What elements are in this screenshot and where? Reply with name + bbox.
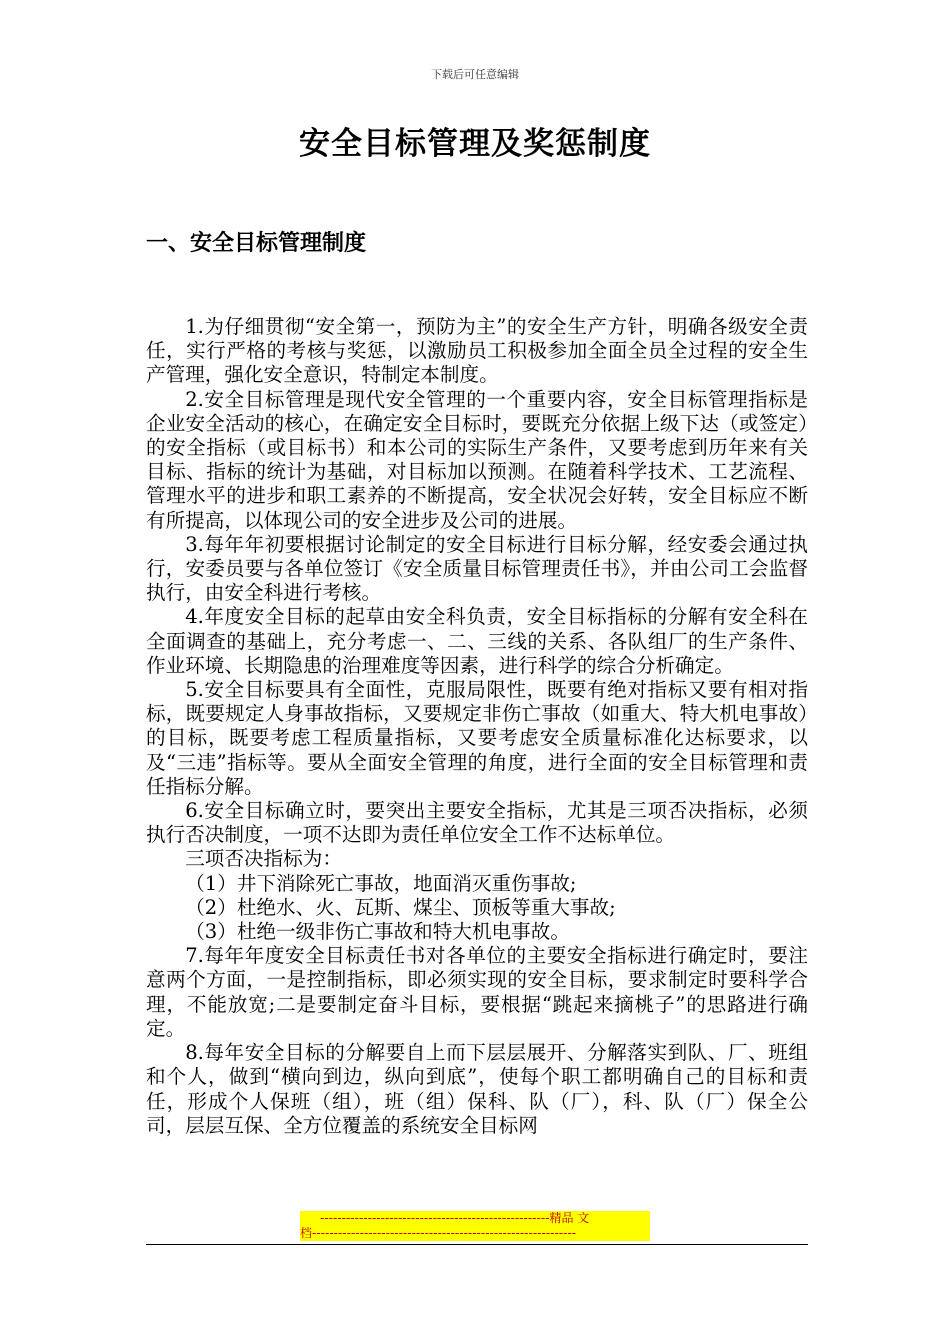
paragraph-2: 2.安全目标管理是现代安全管理的一个重要内容，安全目标管理指标是企业安全活动的核心，在确定安全目标时，要既充分依据上级下达（或签定）的安全指标（或目标书）和本公司的实际生产条件，又要考虑到历年来有关目标、指标的统计为基础，对目标加以预测。在随着科学技术、工艺流程、管理水平的进步和职工素养的不断提高，安全状况会好转，安全目标应不断有所提高，以体现公司的安全进步及公司的进展。 <box>146 387 808 532</box>
page-title: 安全目标管理及奖惩制度 <box>299 126 651 162</box>
veto-indicators-intro: 三项否决指标为： <box>185 847 342 871</box>
paragraph-8: 8.每年安全目标的分解要自上而下层层展开、分解落实到队、厂、班组和个人，做到“横向到边，纵向到底”，使每个职工都明确自己的目标和责任，形成个人保班（组），班（组）保科、队（厂），科、队（厂）保全公司，层层互保、全方位覆盖的系统安全目标网 <box>146 1041 808 1137</box>
veto-item-1: （1）井下消除死亡事故，地面消灭重伤事故; <box>185 871 577 895</box>
header-note: 下载后可任意编辑 <box>431 68 519 81</box>
footer-banner-line-2: 档------------------------------------------------------------- <box>300 1226 577 1240</box>
paragraph-1: 1.为仔细贯彻“安全第一，预防为主”的安全生产方针，明确各级安全责任，实行严格的考核与奖惩，以激励员工积极参加全面全员全过程的安全生产管理，强化安全意识，特制定本制度。 <box>146 315 808 387</box>
veto-item-3: （3）杜绝一级非伤亡事故和特大机电事故。 <box>185 920 570 944</box>
section-heading: 一、安全目标管理制度 <box>146 231 367 256</box>
veto-item-2: （2）杜绝水、火、瓦斯、煤尘、顶板等重大事故; <box>185 895 616 919</box>
paragraph-3: 3.每年年初要根据讨论制定的安全目标进行目标分解，经安委会通过执行，安委员要与各单位签订《安全质量目标管理责任书》，并由公司工会监督执行，由安全科进行考核。 <box>146 532 808 605</box>
footer-banner-line-1: -----------------------------------------------------精品 文 <box>320 1211 590 1225</box>
footer-watermark-banner <box>300 1211 650 1241</box>
paragraph-5: 5.安全目标要具有全面性，克服局限性，既要有绝对指标又要有相对指标，既要规定人身事故指标，又要规定非伤亡事故（如重大、特大机电事故）的目标，既要考虑工程质量指标，又要考虑安全质量标准化达标要求，以及“三违”指标等。要从全面安全管理的角度，进行全面的安全目标管理和责任指标分解。 <box>146 678 808 798</box>
body-text <box>146 315 808 1138</box>
paragraph-4: 4.年度安全目标的起草由安全科负责，安全目标指标的分解有安全科在全面调查的基础上，充分考虑一、二、三线的关系、各队组厂的生产条件、作业环境、长期隐患的治理难度等因素，进行科学的综合分析确定。 <box>146 605 808 677</box>
paragraph-7: 7.每年年度安全目标责任书对各单位的主要安全指标进行确定时，要注意两个方面，一是控制指标，即必须实现的安全目标，要求制定时要科学合理，不能放宽;二是要制定奋斗目标，要根据“跳起来摘桃子”的思路进行确定。 <box>146 944 808 1040</box>
footer-divider <box>146 1244 808 1245</box>
paragraph-6: 6.安全目标确立时，要突出主要安全指标，尤其是三项否决指标，必须执行否决制度，一项不达即为责任单位安全工作不达标单位。 <box>146 799 808 847</box>
